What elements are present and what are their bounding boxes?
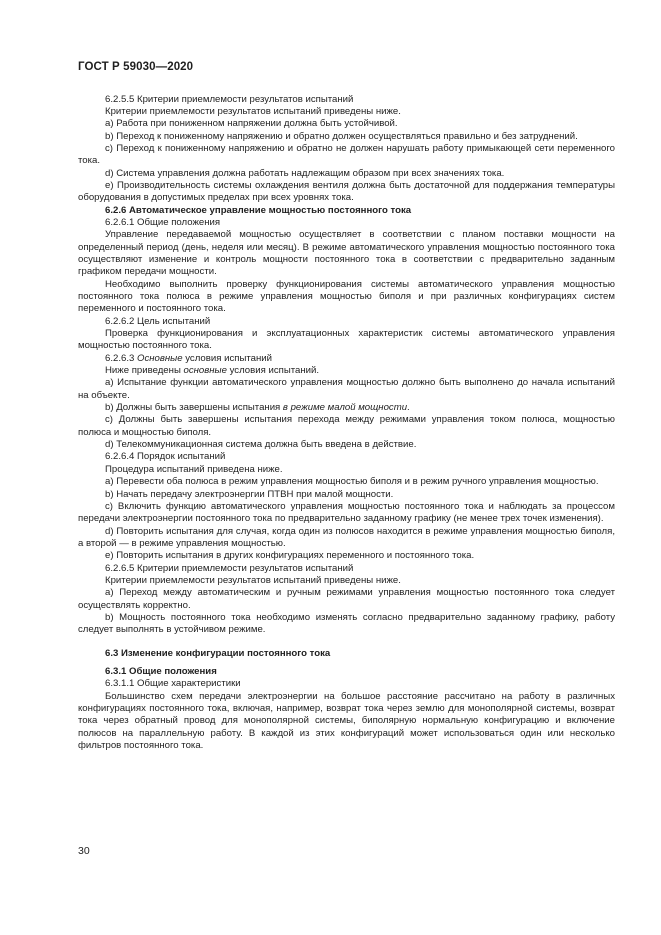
section-heading-6-2-6-2: 6.2.6.2 Цель испытаний <box>105 315 211 327</box>
heading-number: 6.2.6.3 <box>105 352 138 364</box>
paragraph: Управление передаваемой мощностью осуществляет в соответствии с планом поставки мощности на определенный период (день, неделя или месяц). В режиме автоматического управления мощностью постоянного тока осуществляют изменение и контроль мощности постоянного тока в соответствии с предварительно заданным графиком передачи мощности. <box>78 229 615 278</box>
list-item <box>78 402 615 414</box>
document-header: ГОСТ Р 59030—2020 <box>78 61 194 73</box>
italic-span: в режиме малой мощности <box>282 402 408 414</box>
text-span: b) Должны быть завершены испытания <box>105 402 283 414</box>
list-item: a) Переход между автоматическим и ручным режимами управления мощностью постоянного тока следует осуществлять корректно. <box>78 587 615 611</box>
text-span: условия испытаний. <box>226 365 320 377</box>
section-heading-6-3: 6.3 Изменение конфигурации постоянного тока <box>105 647 331 659</box>
list-item: c) Переход к пониженному напряжению и обратно не должен нарушать работу примыкающей сети переменного тока. <box>78 142 615 167</box>
document-body <box>78 94 615 753</box>
heading-rest: условия испытаний <box>182 352 272 364</box>
paragraph: Процедура испытаний приведена ниже. <box>105 463 283 475</box>
list-item: c) Включить функцию автоматического управления мощностью постоянного тока и наблюдать за процессом передачи электроэнергии постоянного тока по предварительно заданному графику (не менее трех точек изменения). <box>78 500 615 525</box>
section-heading-6-2-6-4: 6.2.6.4 Порядок испытаний <box>105 451 226 463</box>
list-item: a) Испытание функции автоматического управления мощностью должно быть выполнено до начала испытаний на объекте. <box>78 377 615 401</box>
list-item: c) Должны быть завершены испытания перехода между режимами управления током полюса, мощностью полюса и мощностью биполя. <box>78 414 615 438</box>
list-item: d) Телекоммуникационная система должна быть введена в действие. <box>105 439 417 451</box>
paragraph <box>78 365 615 377</box>
italic-span: основные <box>183 365 227 377</box>
list-item: e) Повторить испытания в других конфигурациях переменного и постоянного тока. <box>105 550 475 562</box>
page-number: 30 <box>78 845 90 857</box>
section-heading-6-2-6: 6.2.6 Автоматическое управление мощностью постоянного тока <box>105 204 412 216</box>
section-heading-6-2-6-3 <box>78 353 615 365</box>
list-item: d) Система управления должна работать надлежащим образом при всех значениях тока. <box>105 167 505 179</box>
section-heading-6-2-6-1: 6.2.6.1 Общие положения <box>105 216 221 228</box>
list-item: e) Производительность системы охлаждения вентиля должна быть достаточной для поддержания температуры оборудования в допустимых пределах при всех уровнях тока. <box>78 179 615 204</box>
list-item: d) Повторить испытания для случая, когда один из полюсов находится в режиме управления мощностью биполя, а второй — в режиме управления мощностью. <box>78 525 615 549</box>
list-item: a) Работа при пониженном напряжении должна быть устойчивой. <box>105 118 398 130</box>
list-item: a) Перевести оба полюса в режим управления мощностью биполя и в режим ручного управления мощностью. <box>105 476 599 488</box>
section-heading-6-3-1: 6.3.1 Общие положения <box>105 665 217 677</box>
section-heading-6-3-1-1: 6.3.1.1 Общие характеристики <box>105 678 241 690</box>
list-item: b) Переход к пониженному напряжению и обратно должен осуществляться правильно и без затруднений. <box>105 130 578 142</box>
heading-italic: Основные <box>137 352 183 364</box>
paragraph: Критерии приемлемости результатов испытаний приведены ниже. <box>105 574 401 586</box>
text-span: Ниже приведены <box>105 365 184 377</box>
section-heading-6-2-5-5: 6.2.5.5 Критерии приемлемости результатов испытаний <box>105 93 354 105</box>
paragraph: Проверка функционирования и эксплуатационных характеристик системы автоматического управления мощностью постоянного тока. <box>78 328 615 352</box>
paragraph: Критерии приемлемости результатов испытаний приведены ниже. <box>105 105 401 117</box>
section-heading-6-2-6-5: 6.2.6.5 Критерии приемлемости результатов испытаний <box>105 562 354 574</box>
list-item: b) Начать передачу электроэнергии ПТВН при малой мощности. <box>105 488 394 500</box>
list-item: b) Мощность постоянного тока необходимо изменять согласно предварительно заданному графику, работу следует выполнять в устойчивом режиме. <box>78 611 615 636</box>
text-span: . <box>407 402 410 414</box>
paragraph: Большинство схем передачи электроэнергии на большое расстояние рассчитано на работу в различных конфигурациях постоянного тока, включая, например, возврат тока через землю для монополярной системы, возврат тока через обратный провод для монополярной системы, биполярную нормальную конфигурацию и включение полюсов на параллельную работу. В каждой из этих конфигураций может использоваться один или несколько фильтров постоянного тока. <box>78 690 615 752</box>
paragraph: Необходимо выполнить проверку функционирования системы автоматического управления мощностью постоянного тока полюса в режиме управления мощностью биполя и при различных конфигурациях систем переменного и постоянного тока. <box>78 278 615 315</box>
